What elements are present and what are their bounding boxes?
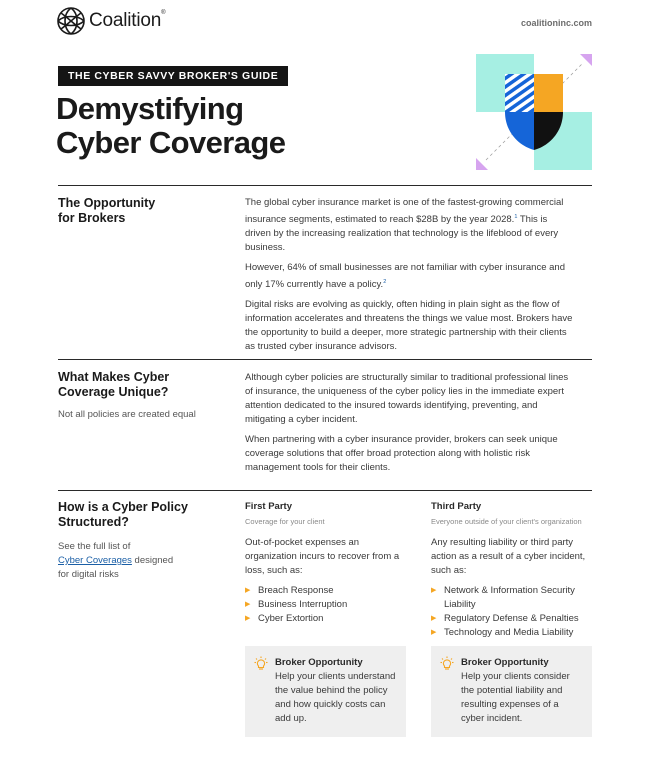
third-party-description: Any resulting liability or third party action as a result of a cyber incident, such as: xyxy=(431,537,586,576)
broker-opportunity-box-third-party xyxy=(431,646,592,737)
unique-paragraph-2: When partnering with a cyber insurance provider, brokers can seek unique coverage solutions that offer broad protection along with holistic risk management tools for their clients. xyxy=(245,434,558,473)
first-party-caption: Coverage for your client xyxy=(245,517,325,526)
section-title-opportunity xyxy=(58,196,155,226)
lightbulb-icon xyxy=(253,656,269,672)
list-item: ▶ Cyber Extortion xyxy=(245,613,324,624)
list-item: ▶ Business Interruption xyxy=(245,599,348,610)
footnote-2[interactable]: 2 xyxy=(383,279,387,286)
coalition-globe-icon xyxy=(56,6,86,36)
broker-opportunity-title: Broker Opportunity xyxy=(461,657,549,668)
list-item: ▶ Network & Information Security Liability xyxy=(431,585,575,610)
section-subtitle-unique: Not all policies are created equal xyxy=(58,409,196,420)
list-item: ▶ Breach Response xyxy=(245,585,334,596)
third-party-heading: Third Party xyxy=(431,501,482,512)
first-party-heading: First Party xyxy=(245,501,292,512)
section-title-line-2: for Brokers xyxy=(58,211,126,225)
arrow-bullet-icon: ▶ xyxy=(245,615,251,622)
section-title-line-2: Structured? xyxy=(58,515,129,529)
first-party-list xyxy=(245,584,407,626)
unique-paragraph-1: Although cyber policies are structurally similar to traditional professional lines of insurance, the uniqueness of the cyber policy lies in the immediate expert attention dedicated to the insured towards identifying, preventing, and mitigating a cyber incident. xyxy=(245,372,569,425)
subtitle-line-3: for digital risks xyxy=(58,569,119,580)
shield-graphic-icon xyxy=(476,54,592,170)
page-title-line-1: Demystifying xyxy=(56,91,244,126)
broker-opportunity-box-first-party xyxy=(245,646,406,737)
cyber-coverages-link[interactable]: Cyber Coverages xyxy=(58,555,132,566)
first-party-column xyxy=(245,500,407,626)
first-party-description: Out-of-pocket expenses an organization incurs to recover from a loss, such as: xyxy=(245,537,400,576)
broker-opportunity-text: Help your clients consider the potential liability and resulting expenses of a cyber incident. xyxy=(461,671,570,724)
guide-tag: THE CYBER SAVVY BROKER'S GUIDE xyxy=(58,66,288,86)
broker-opportunity-title: Broker Opportunity xyxy=(275,657,363,668)
site-url[interactable]: coalitioninc.com xyxy=(520,18,592,28)
unique-body xyxy=(245,371,575,481)
section-divider xyxy=(58,490,592,491)
list-item: ▶ Technology and Media Liability xyxy=(431,627,574,638)
section-divider xyxy=(58,359,592,360)
section-title-line-1: How is a Cyber Policy xyxy=(58,500,188,514)
brand-name: Coalition® xyxy=(89,10,166,31)
section-divider xyxy=(58,185,592,186)
third-party-column xyxy=(431,500,593,640)
arrow-bullet-icon: ▶ xyxy=(245,587,251,594)
section-title-structure xyxy=(58,500,188,530)
section-title-line-1: What Makes Cyber xyxy=(58,370,170,384)
opportunity-body xyxy=(245,196,575,360)
opportunity-paragraph-2: However, 64% of small businesses are not familiar with cyber insurance and only 17% currently have a policy.$^2$ xyxy=(245,262,565,291)
section-subtitle-structure xyxy=(58,540,173,582)
subtitle-line-1: See the full list of xyxy=(58,541,131,552)
subtitle-line-2: Cyber Coverages designed xyxy=(58,555,174,566)
list-item: ▶ Regulatory Defense & Penalties xyxy=(431,613,579,624)
lightbulb-icon xyxy=(439,656,455,672)
third-party-caption: Everyone outside of your client's organization xyxy=(431,517,582,526)
third-party-list xyxy=(431,584,593,640)
opportunity-paragraph-3: Digital risks are evolving as quickly, often hiding in plain sight as the flow of information accelerates and threatens the things we value most. Brokers have the opportunity to build a deeper, more strategic partnership with their clients as trusted cyber insurance advisors. xyxy=(245,299,573,353)
section-title-line-2: Coverage Unique? xyxy=(58,385,169,399)
page-title-line-2: Cyber Coverage xyxy=(56,125,286,160)
page-title xyxy=(56,92,285,160)
footnote-1[interactable]: 1 xyxy=(514,214,518,220)
coalition-logo[interactable] xyxy=(56,6,165,36)
section-title-line-1: The Opportunity xyxy=(58,196,156,210)
arrow-bullet-icon: ▶ xyxy=(431,615,437,622)
arrow-bullet-icon: ▶ xyxy=(431,587,437,594)
opportunity-paragraph-1: The global cyber insurance market is one of the fastest-growing commercial insurance segments, estimated to reach $28B by the year 2028.$^1$ This is driven by the increasing realization that technology is the lifeblood of every business. xyxy=(245,197,564,254)
broker-opportunity-text: Help your clients understand the value behind the policy and how quickly costs can add up. xyxy=(275,671,396,724)
section-title-unique xyxy=(58,370,169,400)
arrow-bullet-icon: ▶ xyxy=(245,601,251,608)
arrow-bullet-icon: ▶ xyxy=(431,629,437,636)
page-header xyxy=(56,6,592,38)
